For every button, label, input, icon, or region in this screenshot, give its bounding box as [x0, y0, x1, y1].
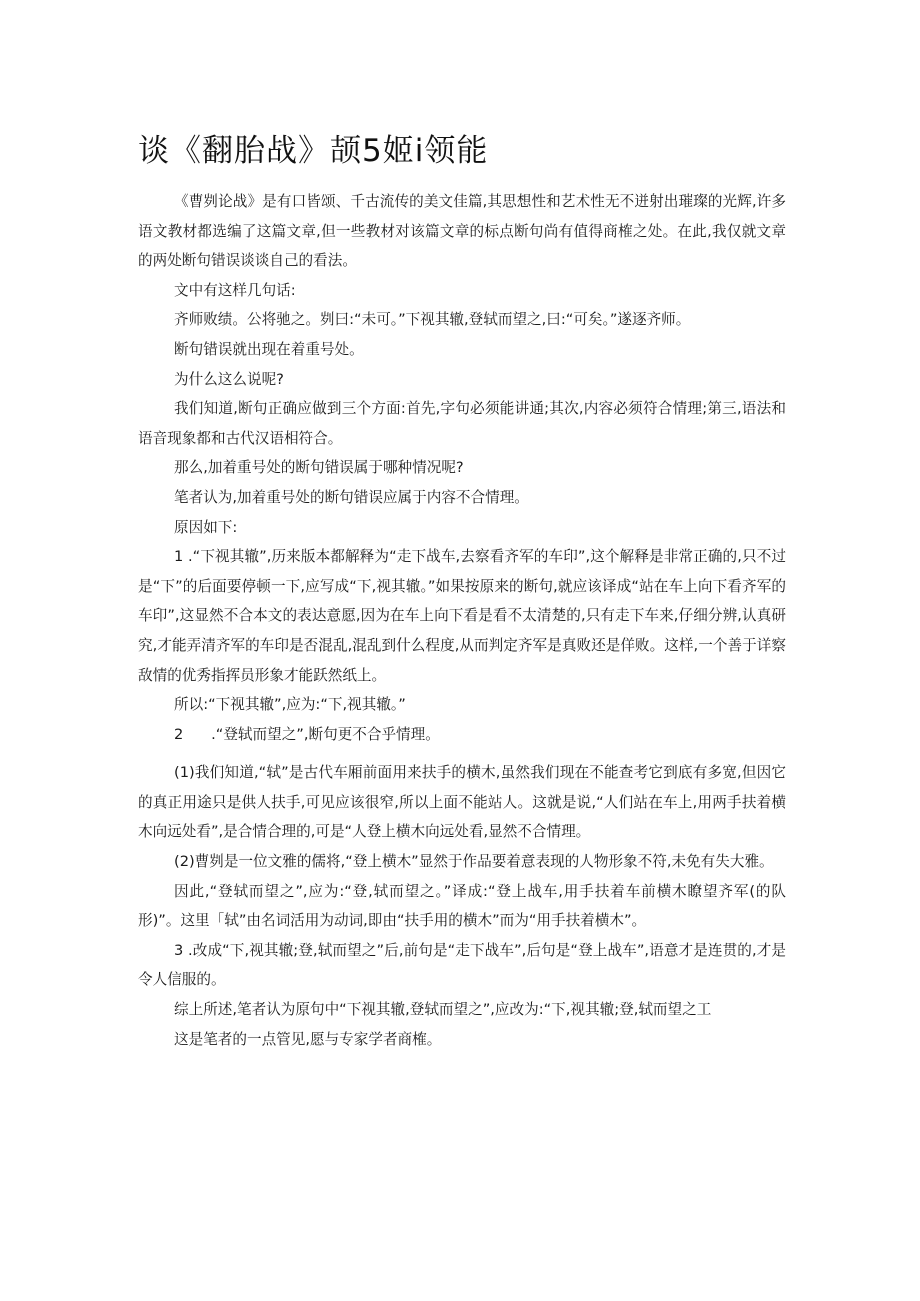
conclusion: 综上所述,笔者认为原句中“下视其辙,登轼而望之”,应改为:“下,视其辙;登,轼而望之工 [174, 1001, 712, 1019]
document-body [138, 187, 786, 1054]
paragraph: 文中有这样几句话: [174, 281, 296, 299]
paragraph: 所以:“下视其辙”,应为:“下,视其辙。” [174, 696, 406, 714]
point-2-sub-1: (1)我们知道,“轼”是古代车厢前面用来扶手的横木,虽然我们现在不能查考它到底有多宽,但因它的真正用途只是供人扶手,可见应该很窄,所以上面不能站人。这就是说,“人们站在车上,用两手扶着横木向远处看”,是合情合理的,可是“人登上横木向远处看,显然不合情理。 [138, 764, 786, 841]
document-title: 谈《翻胎战》颉5姬i领能 [138, 133, 489, 169]
quoted-passage: 齐师败绩。公将驰之。刿曰:“未可。”下视其辙,登轼而望之,曰:“可矣。”遂逐齐师。 [174, 311, 691, 329]
point-1: 1 .“下视其辙”,历来版本都解释为“走下战车,去察看齐军的车印”,这个解释是非常正确的,只不过是“下”的后面要停顿一下,应写成“下,视其辙。”如果按原来的断句,就应该译成“站在车上向下看齐军的车印”,这显然不合本文的表达意愿,因为在车上向下看是看不太清楚的,只有走下车来,仔细分辨,认真研究,才能弄清齐军的车印是否混乱,混乱到什么程度,从而判定齐军是真败还是佯败。这样,一个善于详察敌情的优秀指挥员形象才能跃然纸上。 [138, 548, 786, 684]
paragraph: 断句错误就出现在着重号处。 [174, 340, 364, 358]
paragraph: 原因如下: [174, 518, 238, 536]
point-2-sub-2: (2)曹刿是一位文雅的儒将,“登上横木”显然于作品要着意表现的人物形象不符,未免有失大雅。 [174, 853, 774, 871]
point-2: 2 .“登轼而望之”,断句更不合乎情理。 [174, 725, 440, 743]
paragraph: 为什么这么说呢? [174, 370, 284, 388]
paragraph: 我们知道,断句正确应做到三个方面:首先,字句必须能讲通;其次,内容必须符合情理;第三,语法和语音现象都和古代汉语相符合。 [138, 400, 786, 447]
paragraph: 那么,加着重号处的断句错误属于哪种情况呢? [174, 459, 464, 477]
paragraph: 因此,“登轼而望之”,应为:“登,轼而望之。”译成:“登上战车,用手扶着车前横木瞭望齐军(的队形)”。这里「轼”由名词活用为动词,即由“扶手用的横木”而为“用手扶着横木”。 [138, 882, 786, 930]
point-3: 3 .改成“下,视其辙;登,轼而望之”后,前句是“走下战车”,后句是“登上战车”,语意才是连贯的,才是令人信服的。 [138, 941, 786, 989]
paragraph-intro: 《曹刿论战》是有口皆颂、千古流传的美文佳篇,其思想性和艺术性无不迸射出璀璨的光辉,许多语文教材都选编了这篇文章,但一些教材对该篇文章的标点断句尚有值得商榷之处。在此,我仅就文章的两处断句错误谈谈自己的看法。 [138, 193, 786, 270]
paragraph: 笔者认为,加着重号处的断句错误应属于内容不合情理。 [174, 488, 529, 506]
closing: 这是笔者的一点管见,愿与专家学者商榷。 [174, 1030, 442, 1048]
